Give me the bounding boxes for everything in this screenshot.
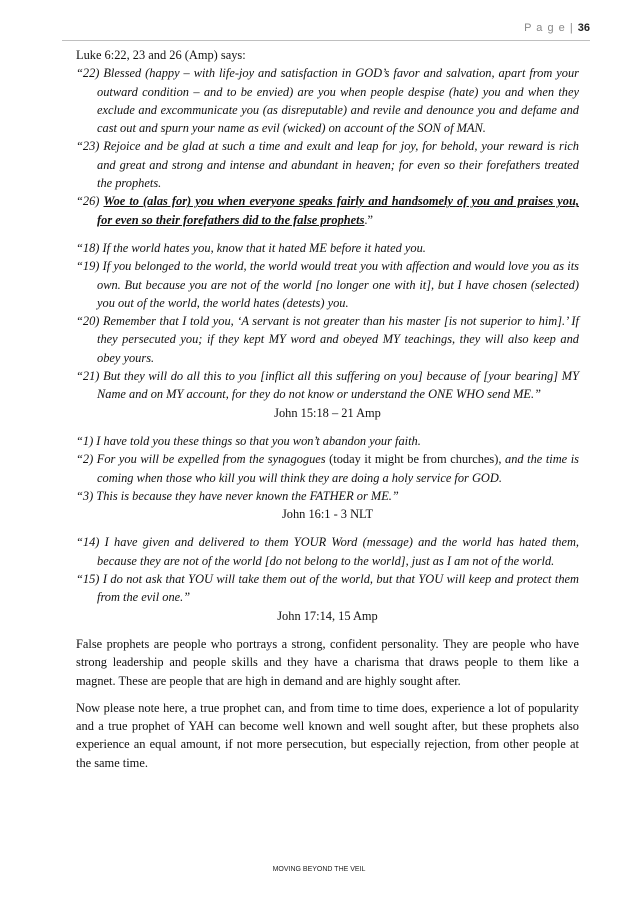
paragraph-true-prophet: Now please note here, a true prophet can, and from time to time does, experience a lot of popularity and a true prophet of YAH can become well known and well sought after, but these prophets also experience an equal amount, if not more persecution, but especially rejection, from other people at the same time.	[76, 700, 579, 770]
page-label: P a g e	[524, 22, 566, 34]
john17-reference: John 17:14, 15 Amp	[277, 608, 378, 623]
verse-2-part-a: “2) For you will be expelled from the synagogues	[76, 452, 330, 467]
john15-reference: John 15:18 – 21 Amp	[274, 405, 381, 420]
verse-2-aside: (today it might be from churches),	[329, 452, 506, 467]
john17-verse-15: “15) I do not ask that YOU will take them out of the world, but that YOU will keep and protect them from the evil one.”	[76, 572, 579, 605]
luke-verse-26	[76, 192, 579, 229]
luke-verse-23: “23) Rejoice and be glad at such a time and exult and leap for joy, for behold, your reward is rich and great and strong and intense and abundant in heaven; for even so their forefathers treated the prophets.	[76, 139, 579, 191]
verse-26-suffix: .”	[364, 212, 374, 227]
john17-verse-14: “14) I have given and delivered to them YOUR Word (message) and the world has hated them, because they are not of the world [do not belong to the world], just as I am not of the world.	[76, 535, 579, 568]
page-header	[524, 22, 590, 34]
header-divider	[62, 40, 590, 41]
john16-verse-1: “1) I have told you these things so that you won’t abandon your faith.	[76, 433, 421, 448]
luke-verse-22: “22) Blessed (happy – with life-joy and satisfaction in GOD’s favor and salvation, apart from your outward condition – and to be envied) are you when people despise (hate) you and when they exclude and excommunicate you (as disreputable) and revile and denounce you and defame and cast out and spurn your name as evil (wicked) on account of the SON of MAN.	[76, 66, 579, 136]
page-separator: |	[569, 22, 574, 34]
verse-26-emphasis: Woe to (alas for) you when everyone speaks fairly and handsomely of you and praises you, for even so their forefathers did to the false prophets	[97, 194, 579, 227]
john16-verse-3: “3) This is because they have never known the FATHER or ME.”	[76, 488, 399, 503]
verse-2-part-c: and the time is coming when those who kill you will think they are doing a holy service for GOD.	[97, 452, 580, 485]
john15-verse-19: “19) If you belonged to the world, the world would treat you with affection and would love you as its own. But because you are not of the world [no longer one with it], but I have chosen (selected) you out of the world, the world hates (detests) you.	[76, 259, 579, 310]
john16-verse-2	[76, 450, 579, 487]
page-footer: MOVING BEYOND THE VEIL	[272, 866, 366, 873]
luke-intro: Luke 6:22, 23 and 26 (Amp) says:	[76, 48, 246, 62]
page-body	[76, 46, 579, 781]
john16-reference: John 16:1 - 3 NLT	[281, 507, 374, 522]
john15-verse-18: “18) If the world hates you, know that it hated ME before it hated you.	[76, 240, 426, 255]
page-number: 36	[577, 22, 590, 34]
paragraph-false-prophets: False prophets are people who portrays a strong, confident personality. They are people who have strong leadership and people skills and they have a charisma that draws people to them like a magnet. These are people that are high in demand and are highly sought after.	[76, 636, 579, 688]
verse-26-prefix: “26)	[76, 194, 104, 209]
john15-verse-20: “20) Remember that I told you, ‘A servant is not greater than his master [is not superior to him].’ If they persecuted you; if they kept MY word and obeyed MY teachings, they will also keep and obey yours.	[76, 314, 579, 365]
john15-verse-21: “21) But they will do all this to you [inflict all this suffering on you] because of [your bearing] MY Name and on MY account, for they do not know or understand the ONE WHO send ME.”	[76, 369, 579, 402]
